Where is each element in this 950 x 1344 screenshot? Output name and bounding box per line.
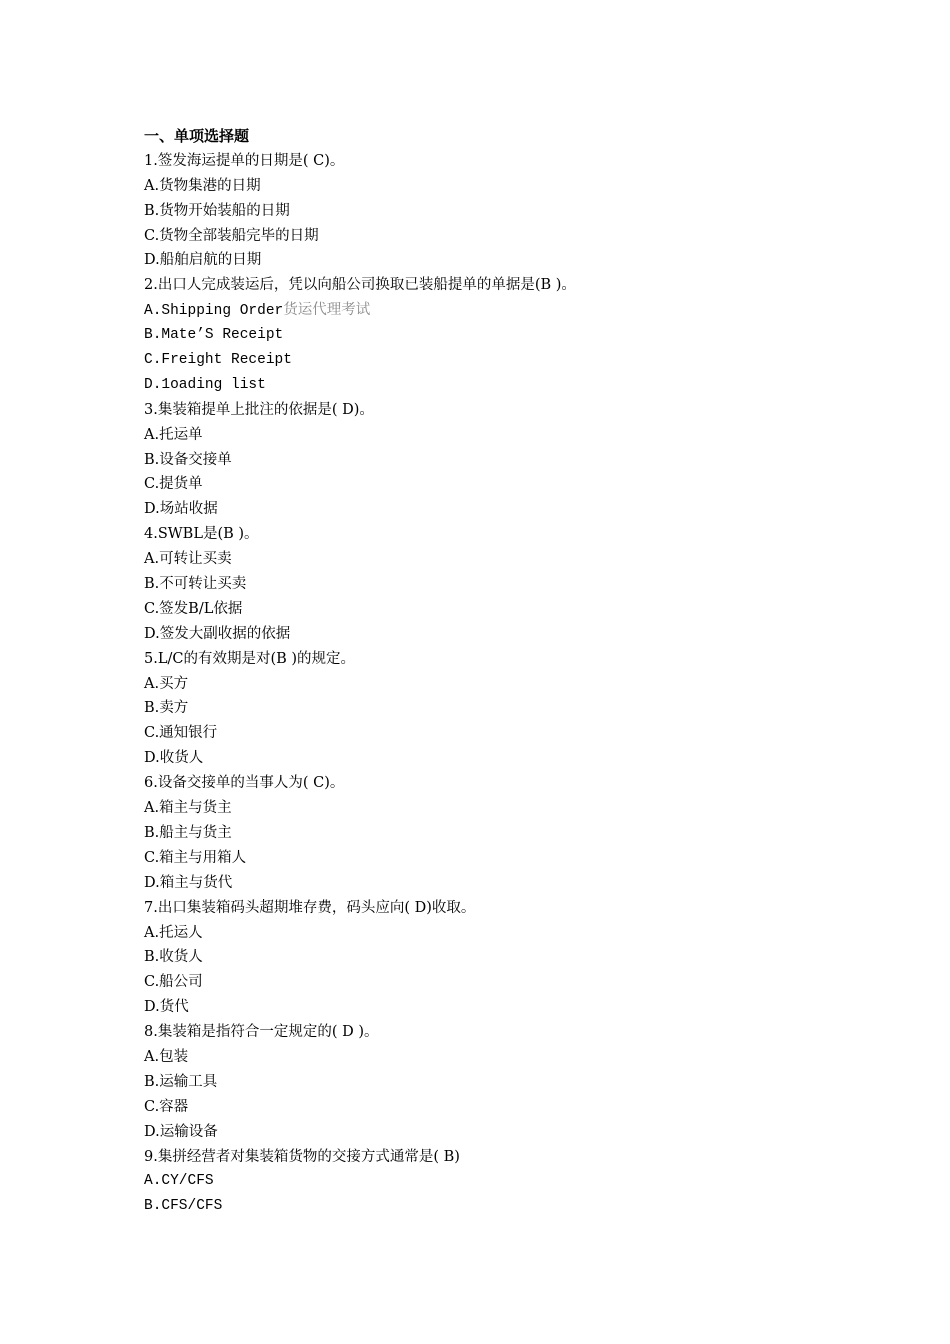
q5-option-a: A.买方 — [144, 675, 189, 692]
q5-option-c: C.通知银行 — [144, 725, 218, 742]
q3-option-a: A.托运单 — [144, 426, 203, 443]
question-8: 8.集装箱是指符合一定规定的( D )。 — [144, 1024, 379, 1041]
q2-option-a: A.Shipping Order — [144, 303, 284, 320]
q4-option-a: A.可转让买卖 — [144, 551, 232, 568]
q4-option-b: B.不可转让买卖 — [144, 576, 247, 593]
q7-option-b: B.收货人 — [144, 949, 203, 966]
q4-option-d: D.签发大副收据的依据 — [144, 625, 291, 642]
q8-option-b: B.运输工具 — [144, 1073, 218, 1090]
q8-option-d: D.运输设备 — [144, 1123, 218, 1140]
question-2: 2.出口人完成装运后，凭以向船公司换取已装船提单的单据是(B )。 — [144, 277, 576, 294]
q2-option-b: B.Mate’S Receipt — [144, 327, 284, 344]
q4-option-c: C.签发B/L依据 — [144, 600, 243, 617]
q7-option-a: A.托运人 — [144, 924, 203, 941]
q1-option-d: D.船舶启航的日期 — [144, 252, 262, 269]
q3-option-b: B.设备交接单 — [144, 451, 232, 468]
q2-option-d: D.1oading list — [144, 376, 266, 393]
q3-option-d: D.场站收据 — [144, 501, 218, 518]
q9-option-b: B.CFS/CFS — [144, 1198, 223, 1215]
q7-option-c: C.船公司 — [144, 974, 203, 991]
question-4: 4.SWBL是(B )。 — [144, 526, 259, 543]
question-3: 3.集装箱提单上批注的依据是( D)。 — [144, 401, 374, 418]
question-6: 6.设备交接单的当事人为( C)。 — [144, 775, 345, 792]
q5-option-d: D.收货人 — [144, 750, 204, 767]
question-7: 7.出口集装箱码头超期堆存费，码头应向( D)收取。 — [144, 899, 476, 916]
watermark-text: 货运代理考试 — [283, 302, 371, 319]
q9-option-a: A.CY/CFS — [144, 1173, 214, 1190]
q6-option-d: D.箱主与货代 — [144, 874, 233, 891]
question-1: 1.签发海运提单的日期是( C)。 — [144, 152, 345, 169]
q7-option-d: D.货代 — [144, 999, 189, 1016]
question-5: 5.L/C的有效期是对(B )的规定。 — [144, 650, 356, 667]
section-title: 一、单项选择题 — [144, 127, 250, 145]
question-9: 9.集拼经营者对集装箱货物的交接方式通常是( B) — [144, 1148, 460, 1165]
q3-option-c: C.提货单 — [144, 476, 203, 493]
q6-option-c: C.箱主与用箱人 — [144, 849, 247, 866]
q1-option-b: B.货物开始装船的日期 — [144, 202, 290, 219]
q2-option-a-row — [144, 298, 864, 323]
q6-option-a: A.箱主与货主 — [144, 800, 232, 817]
q5-option-b: B.卖方 — [144, 700, 189, 717]
q8-option-a: A.包装 — [144, 1048, 189, 1065]
q6-option-b: B.船主与货主 — [144, 824, 232, 841]
q1-option-c: C.货物全部装船完毕的日期 — [144, 227, 319, 244]
q1-option-a: A.货物集港的日期 — [144, 177, 261, 194]
document-body — [144, 124, 864, 1219]
q2-option-c: C.Freight Receipt — [144, 352, 292, 369]
q8-option-c: C.容器 — [144, 1098, 189, 1115]
